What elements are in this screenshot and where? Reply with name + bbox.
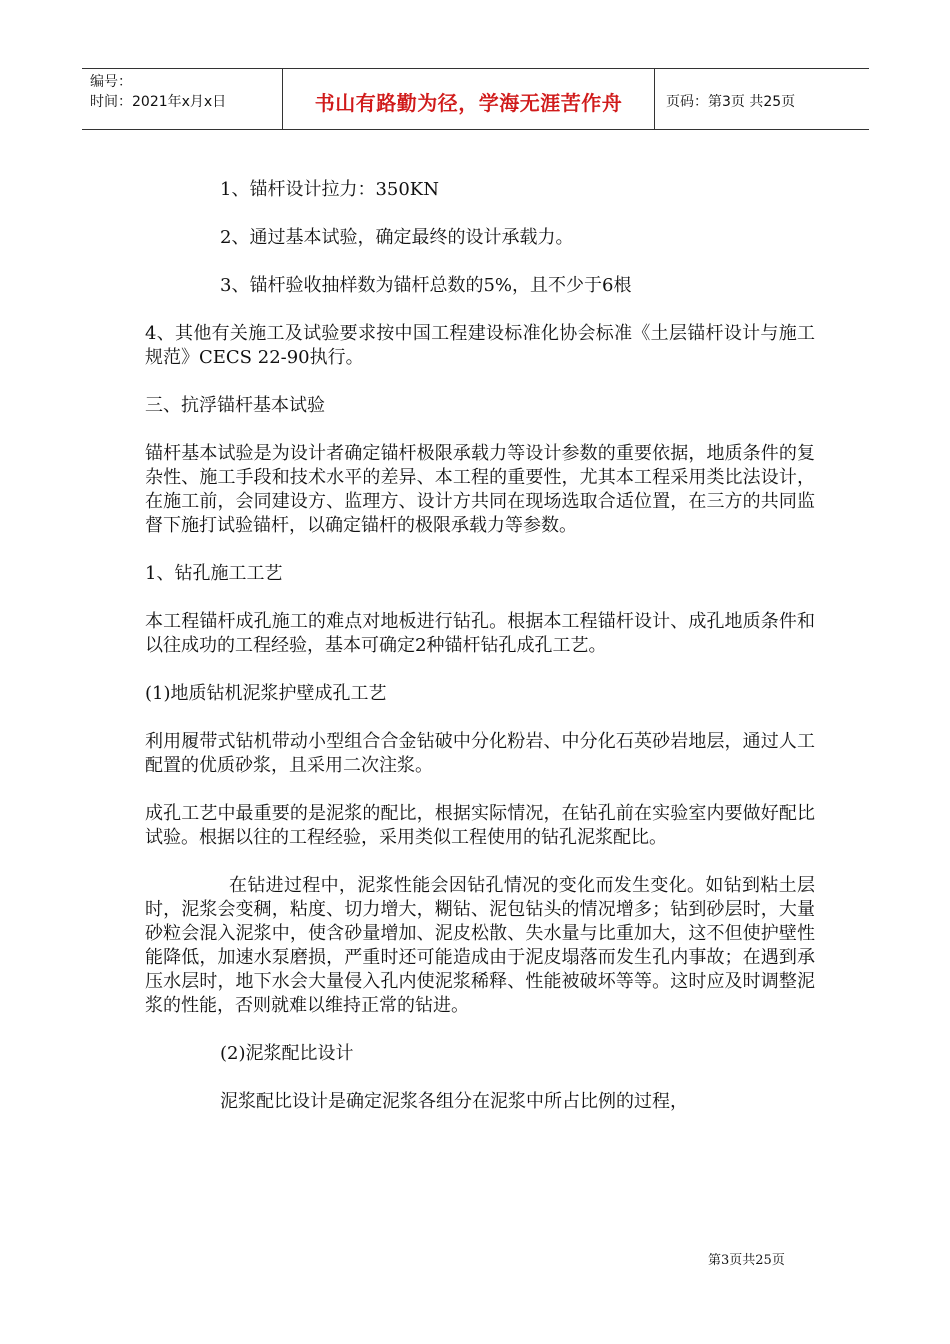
paragraph-10: 利用履带式钻机带动小型组合合金钻破中分化粉岩、中分化石英砂岩地层，通过人工配置的优质砂浆，且采用二次注浆。: [145, 731, 815, 776]
page-header: [82, 68, 869, 130]
serial-number-label: 编号：: [90, 74, 132, 90]
section-heading-3: 三、抗浮锚杆基本试验: [145, 395, 325, 416]
paragraph-3: 3、锚杆验收抽样数为锚杆总数的5%，且不少于6根: [220, 275, 632, 296]
paragraph-2: 2、通过基本试验，确定最终的设计承载力。: [220, 227, 574, 248]
paragraph-11: 成孔工艺中最重要的是泥浆的配比，根据实际情况，在钻孔前在实验室内要做好配比试验。根据以往的工程经验，采用类似工程使用的钻孔泥浆配比。: [145, 803, 815, 848]
footer-page-number: 第3页共25页: [708, 1253, 785, 1268]
subheading-drilling-process: 1、钻孔施工工艺: [145, 563, 283, 584]
paragraph-14: 泥浆配比设计是确定泥浆各组分在泥浆中所占比例的过程，: [220, 1091, 688, 1112]
header-page-number: 页码：第3页 共25页: [666, 94, 796, 110]
date-label: 时间：2021年x月x日: [90, 94, 227, 110]
header-slogan: 书山有路勤为径，学海无涯苦作舟: [314, 91, 623, 115]
paragraph-8: 本工程锚杆成孔施工的难点对地板进行钻孔。根据本工程锚杆设计、成孔地质条件和以往成功的工程经验，基本可确定2种锚杆钻孔成孔工艺。: [145, 611, 815, 656]
paragraph-4: 4、其他有关施工及试验要求按中国工程建设标准化协会标准《土层锚杆设计与施工规范》CECS 22-90执行。: [145, 323, 815, 368]
paragraph-1: 1、锚杆设计拉力：350KN: [220, 179, 440, 200]
paragraph-12: 在钻进过程中，泥浆性能会因钻孔情况的变化而发生变化。如钻到粘土层时，泥浆会变稠，粘度、切力增大，糊钻、泥包钻头的情况增多；钻到砂层时，大量砂粒会混入泥浆中，使含砂量增加、泥皮松散、失水量与比重加大，这不但使护壁性能降低，加速水泵磨损，严重时还可能造成由于泥皮塌落而发生孔内事故；在遇到承压水层时，地下水会大量侵入孔内使泥浆稀释、性能被破坏等等。这时应及时调整泥浆的性能，否则就难以维持正常的钻进。: [145, 875, 815, 1016]
document-body: [145, 168, 815, 1114]
header-left-cell: [82, 69, 282, 129]
subheading-mud-ratio: (2)泥浆配比设计: [220, 1043, 354, 1064]
header-right-cell: [654, 69, 869, 129]
paragraph-6: 锚杆基本试验是为设计者确定锚杆极限承载力等设计参数的重要依据，地质条件的复杂性、施工手段和技术水平的差异、本工程的重要性，尤其本工程采用类比法设计，在施工前，会同建设方、监理方、设计方共同在现场选取合适位置，在三方的共同监督下施打试验锚杆，以确定锚杆的极限承载力等参数。: [145, 443, 815, 536]
header-middle-cell: [282, 69, 655, 129]
subheading-mud-wall: (1)地质钻机泥浆护壁成孔工艺: [145, 683, 387, 704]
